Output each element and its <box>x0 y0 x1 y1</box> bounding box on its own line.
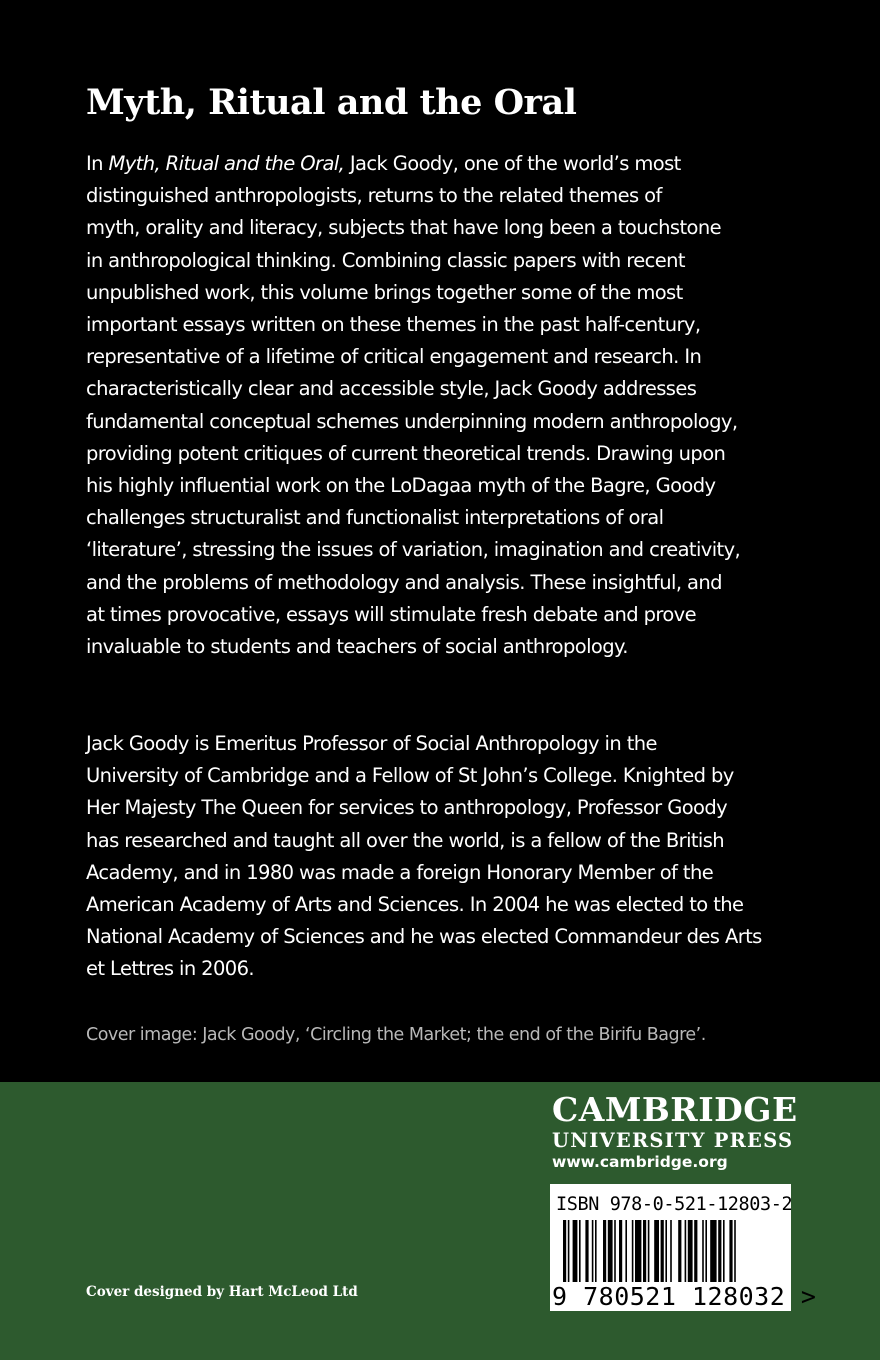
blurb-line: ‘literature’, stressing the issues of variation, imagination and creativity, <box>86 538 741 562</box>
blurb-line: at times provocative, essays will stimulate fresh debate and prove <box>86 602 697 626</box>
book-title-italic: Myth, Ritual and the Oral, <box>108 152 345 175</box>
barcode-stripe <box>595 1220 597 1282</box>
barcode-stripe <box>608 1220 613 1282</box>
barcode-stripe <box>592 1220 594 1282</box>
barcode-stripe <box>685 1220 687 1282</box>
barcode-stripe <box>734 1220 736 1282</box>
barcode-stripe <box>665 1220 667 1282</box>
barcode-stripe <box>648 1220 650 1282</box>
book-title: Myth, Ritual and the Oral <box>86 82 577 123</box>
barcode-stripe <box>723 1220 725 1282</box>
publisher-logo <box>552 1090 798 1152</box>
bio-line: Academy, and in 1980 was made a foreign Honorary Member of the <box>86 860 714 884</box>
isbn-label: ISBN 978-0-521-12803-2 <box>556 1194 793 1215</box>
bio-line: Her Majesty The Queen for services to anthropology, Professor Goody <box>86 796 728 820</box>
blurb-line: distinguished anthropologists, returns to the related themes of <box>86 184 662 208</box>
publisher-name: CAMBRIDGE <box>552 1090 798 1129</box>
barcode-stripe <box>729 1220 732 1282</box>
barcode-digits: 9 780521 128032 > <box>552 1282 817 1311</box>
barcode-stripe <box>563 1220 566 1282</box>
barcode-stripe <box>614 1220 616 1282</box>
bio-line: Jack Goody is Emeritus Professor of Social Anthropology in the <box>86 732 657 755</box>
barcode-stripe <box>625 1220 627 1282</box>
bio-line: has researched and taught all over the world, is a fellow of the British <box>86 828 725 852</box>
barcode-stripe <box>694 1220 697 1282</box>
blurb-line: important essays written on these themes in the past half-century, <box>86 313 701 337</box>
barcode-stripe <box>670 1220 672 1282</box>
blurb-line: in anthropological thinking. Combining classic papers with recent <box>86 248 685 272</box>
blurb-line: his highly influential work on the LoDagaa myth of the Bagre, Goody <box>86 474 716 498</box>
barcode-stripe <box>619 1220 622 1282</box>
author-bio <box>86 728 786 986</box>
barcode-stripe <box>632 1220 634 1282</box>
barcode-stripe <box>710 1220 716 1282</box>
barcode-stripe <box>603 1220 606 1282</box>
barcode-stripe <box>718 1220 721 1282</box>
barcode-stripe <box>705 1220 707 1282</box>
bio-line: University of Cambridge and a Fellow of St John’s College. Knighted by <box>86 764 734 788</box>
blurb-line: In Myth, Ritual and the Oral, Jack Goody, one of the world’s most <box>86 152 681 175</box>
barcode-stripe <box>688 1220 693 1282</box>
blurb-line: challenges structuralist and functionalist interpretations of oral <box>86 506 664 530</box>
bio-line: American Academy of Arts and Sciences. In 2004 he was elected to the <box>86 893 744 917</box>
blurb-line: fundamental conceptual schemes underpinning modern anthropology, <box>86 409 738 433</box>
barcode-stripe <box>661 1220 664 1282</box>
bio-line: et Lettres in 2006. <box>86 957 254 981</box>
blurb-line: and the problems of methodology and analysis. These insightful, and <box>86 570 722 594</box>
barcode-stripe <box>678 1220 681 1282</box>
publisher-press-label: UNIVERSITY PRESS <box>552 1129 794 1152</box>
publisher-url: www.cambridge.org <box>552 1153 728 1171</box>
barcode-stripe <box>568 1220 570 1282</box>
cover-designer-credit: Cover designed by Hart McLeod Ltd <box>86 1284 358 1300</box>
barcode-icon <box>563 1220 768 1282</box>
book-blurb <box>86 148 786 663</box>
barcode-stripe <box>579 1220 581 1282</box>
barcode-stripe <box>573 1220 578 1282</box>
blurb-line: providing potent critiques of current theoretical trends. Drawing upon <box>86 441 726 465</box>
barcode-stripe <box>585 1220 588 1282</box>
bio-line: National Academy of Sciences and he was elected Commandeur des Arts <box>86 925 762 949</box>
barcode-stripe <box>643 1220 646 1282</box>
barcode-stripe <box>702 1220 704 1282</box>
barcode-stripe <box>635 1220 641 1282</box>
blurb-line: invaluable to students and teachers of social anthropology. <box>86 635 628 659</box>
blurb-line: characteristically clear and accessible style, Jack Goody addresses <box>86 377 697 401</box>
blurb-line: unpublished work, this volume brings together some of the most <box>86 280 683 304</box>
barcode-stripe <box>654 1220 659 1282</box>
blurb-line: myth, orality and literacy, subjects that have long been a touchstone <box>86 216 721 240</box>
cover-image-credit: Cover image: Jack Goody, ‘Circling the Market; the end of the Birifu Bagre’. <box>86 1025 706 1045</box>
blurb-line: representative of a lifetime of critical engagement and research. In <box>86 345 702 369</box>
